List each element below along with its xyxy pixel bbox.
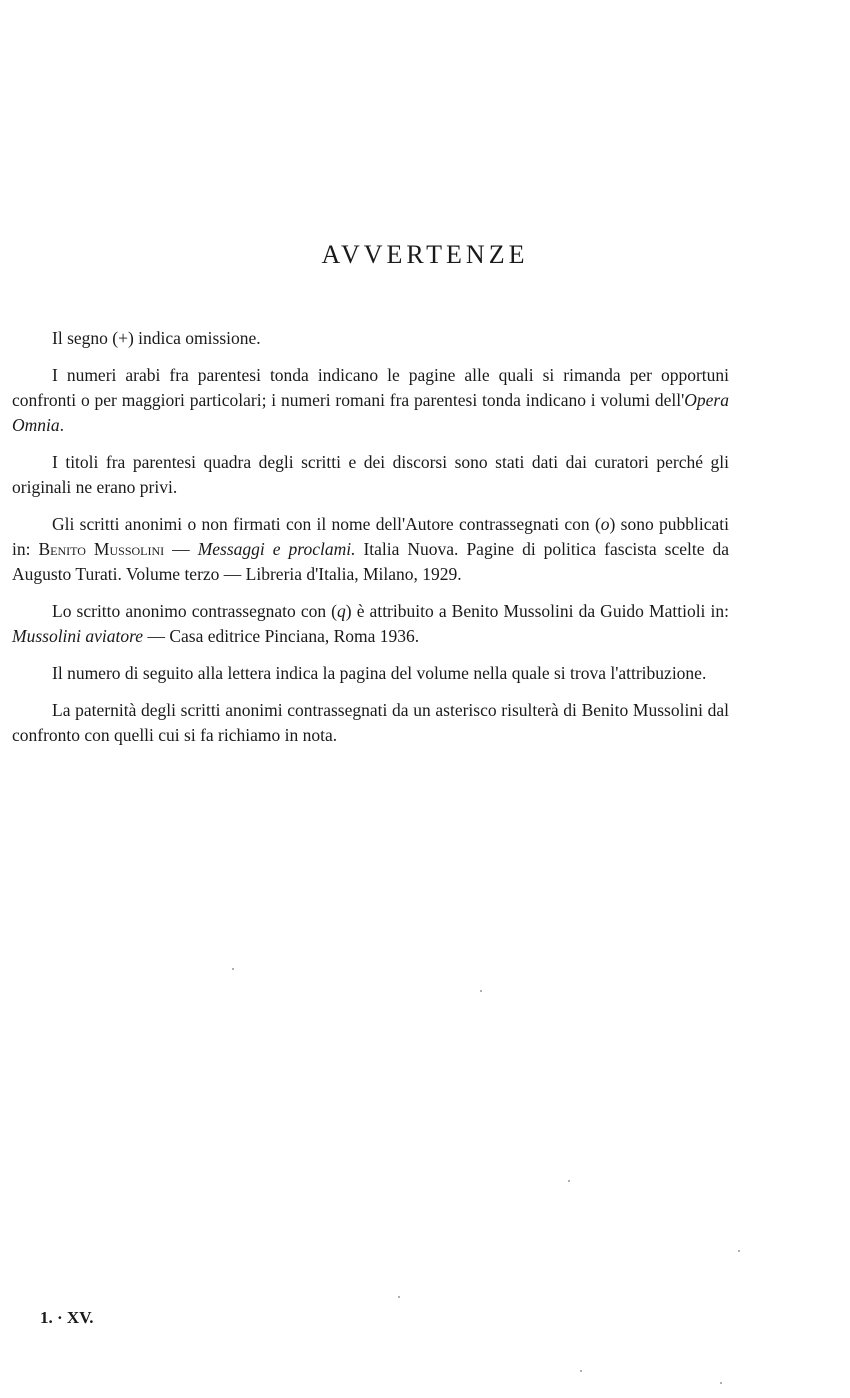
scan-speck <box>720 1382 722 1384</box>
note-omission-sign: Il segno (+) indica omissione. <box>52 328 261 348</box>
note-text: . <box>59 415 65 435</box>
note-text: I numeri arabi fra parentesi tonda indicano le pagine alle quali si rimanda per opportuni confronti o per maggiori particolari; i numeri romani fra parentesi tonda indicano i volumi dell' <box>12 365 729 410</box>
note-text: Lo scritto anonimo contrassegnato con ( <box>52 601 338 621</box>
mark-o: o <box>600 514 610 534</box>
page-title: AVVERTENZE <box>321 240 529 269</box>
note-text: ) è attribuito a Benito Mussolini da Guido Mattioli in: <box>345 601 729 621</box>
note-text: ) sono pubblicati in: <box>12 514 730 559</box>
note-titles: I titoli fra parentesi quadra degli scritti e dei discorsi sono stati dati dai curatori perché gli originali ne erano privi. <box>12 452 729 497</box>
scan-speck <box>480 990 482 992</box>
page-folio: 1. · XV. <box>40 1308 94 1327</box>
note-text: Gli scritti anonimi o non firmati con il nome dell'Autore contrassegnati con ( <box>52 514 601 534</box>
author-name: Benito Mussolini <box>38 539 165 559</box>
note-text: Italia Nuova. Pagine di politica fascista scelte da Augusto Turati. Volume terzo — Libreria d'Italia, Milano, 1929. <box>12 539 730 584</box>
book-title-aviatore: Mussolini aviatore <box>12 626 144 646</box>
scan-speck <box>398 1296 400 1298</box>
mark-q: q <box>337 601 346 621</box>
note-asterisk: La paternità degli scritti anonimi contrassegnati da un asterisco risulterà di Benito Mussolini dal confronto con quelli cui si fa richiamo in nota. <box>12 700 729 745</box>
note-page-number: Il numero di seguito alla lettera indica la pagina del volume nella quale si trova l'attribuzione. <box>52 663 707 683</box>
notes-section <box>12 326 729 760</box>
scan-speck <box>580 1370 582 1372</box>
note-text: — Casa editrice Pinciana, Roma 1936. <box>143 626 420 646</box>
note-page-references <box>12 363 729 438</box>
note-text: — <box>164 539 198 559</box>
note-attributed-writing <box>12 599 729 649</box>
scan-speck <box>232 968 234 970</box>
book-title-messaggi: Messaggi e proclami. <box>197 539 356 559</box>
opera-omnia-title: Opera Omnia <box>12 390 729 435</box>
scan-speck <box>568 1180 570 1182</box>
scan-speck <box>738 1250 740 1252</box>
note-anonymous-writings <box>12 512 729 587</box>
